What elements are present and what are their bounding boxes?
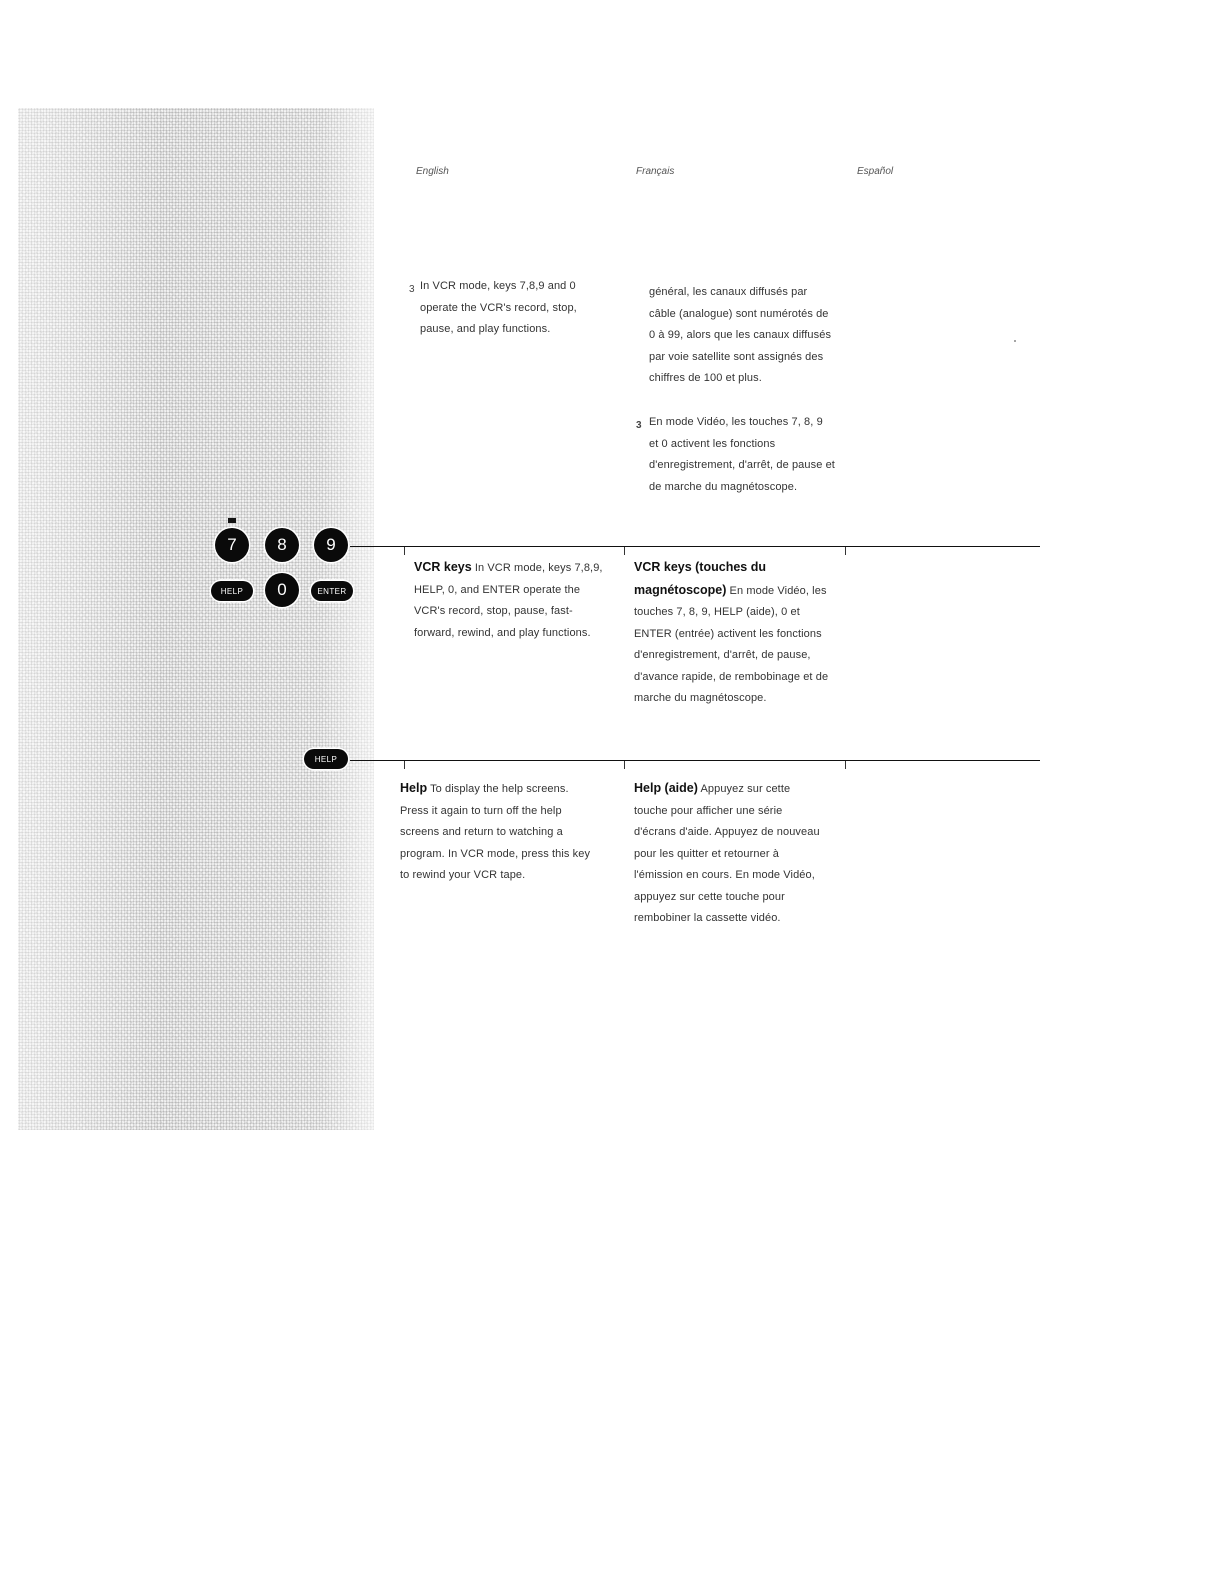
key-0[interactable]: 0: [265, 573, 299, 607]
key-7[interactable]: 7: [215, 528, 249, 562]
vcr-keys-french-title: VCR keys (touches du magnétoscope): [634, 560, 766, 597]
column-tick: [845, 761, 846, 769]
column-tick: [624, 547, 625, 555]
section-divider-help: [350, 760, 1040, 761]
section-divider-vcr: [350, 546, 1040, 547]
column-header-french: Français: [636, 166, 675, 177]
footnote-number-english: 3: [409, 284, 415, 295]
vcr-keys-english-title: VCR keys: [414, 560, 472, 574]
footnote-number-french: 3: [636, 420, 642, 431]
column-tick: [845, 547, 846, 555]
stray-mark: [1014, 340, 1016, 342]
help-french-title: Help (aide): [634, 781, 698, 795]
vcr-keys-english-body: In VCR mode, keys 7,8,9, HELP, 0, and ENTER operate the VCR's record, stop, pause, fast-forward, rewind, and play functions.: [414, 562, 603, 639]
vcr-keys-english: [414, 557, 610, 644]
vcr-keys-french: [634, 557, 830, 710]
key-8[interactable]: 8: [265, 528, 299, 562]
help-english-title: Help: [400, 781, 428, 795]
footnote-french-continued: général, les canaux diffusés par câble (analogue) sont numérotés de 0 à 99, alors que les canaux diffusés par voie satellite sont assignés des chiffres de 100 et plus.: [649, 286, 832, 384]
vcr-keys-french-body: En mode Vidéo, les touches 7, 8, 9, HELP (aide), 0 et ENTER (entrée) activent les fonctions d'enregistrement, d'arrêt, de pause, d'avance rapide, de rembobinage et de marche du magnétoscope.: [634, 584, 829, 704]
help-french: [634, 778, 824, 930]
footnote-french: En mode Vidéo, les touches 7, 8, 9 et 0 activent les fonctions d'enregistrement, d'arrêt, de pause et de marche du magnétoscope.: [649, 416, 835, 493]
key-9[interactable]: 9: [314, 528, 348, 562]
key-help[interactable]: HELP: [211, 581, 253, 601]
key-help-single[interactable]: HELP: [304, 749, 348, 769]
indicator-marker: [228, 518, 236, 523]
footnote-english: In VCR mode, keys 7,8,9 and 0 operate the VCR's record, stop, pause, and play functions.: [420, 280, 577, 335]
help-english: [400, 778, 600, 887]
help-english-body: To display the help screens. Press it again to turn off the help screens and return to watching a program. In VCR mode, press this key to rewind your VCR tape.: [400, 783, 591, 881]
column-tick: [404, 547, 405, 555]
help-french-body: Appuyez sur cette touche pour afficher une série d'écrans d'aide. Appuyez de nouveau pour les quitter et retourner à l'émission en cours. En mode Vidéo, appuyez sur cette touche pour rembobiner la cassette vidéo.: [634, 783, 820, 924]
key-enter[interactable]: ENTER: [311, 581, 353, 601]
column-tick: [624, 761, 625, 769]
column-header-spanish: Español: [857, 166, 894, 177]
column-header-english: English: [416, 166, 449, 177]
remote-photo-background: [18, 108, 374, 1130]
column-tick: [404, 761, 405, 769]
